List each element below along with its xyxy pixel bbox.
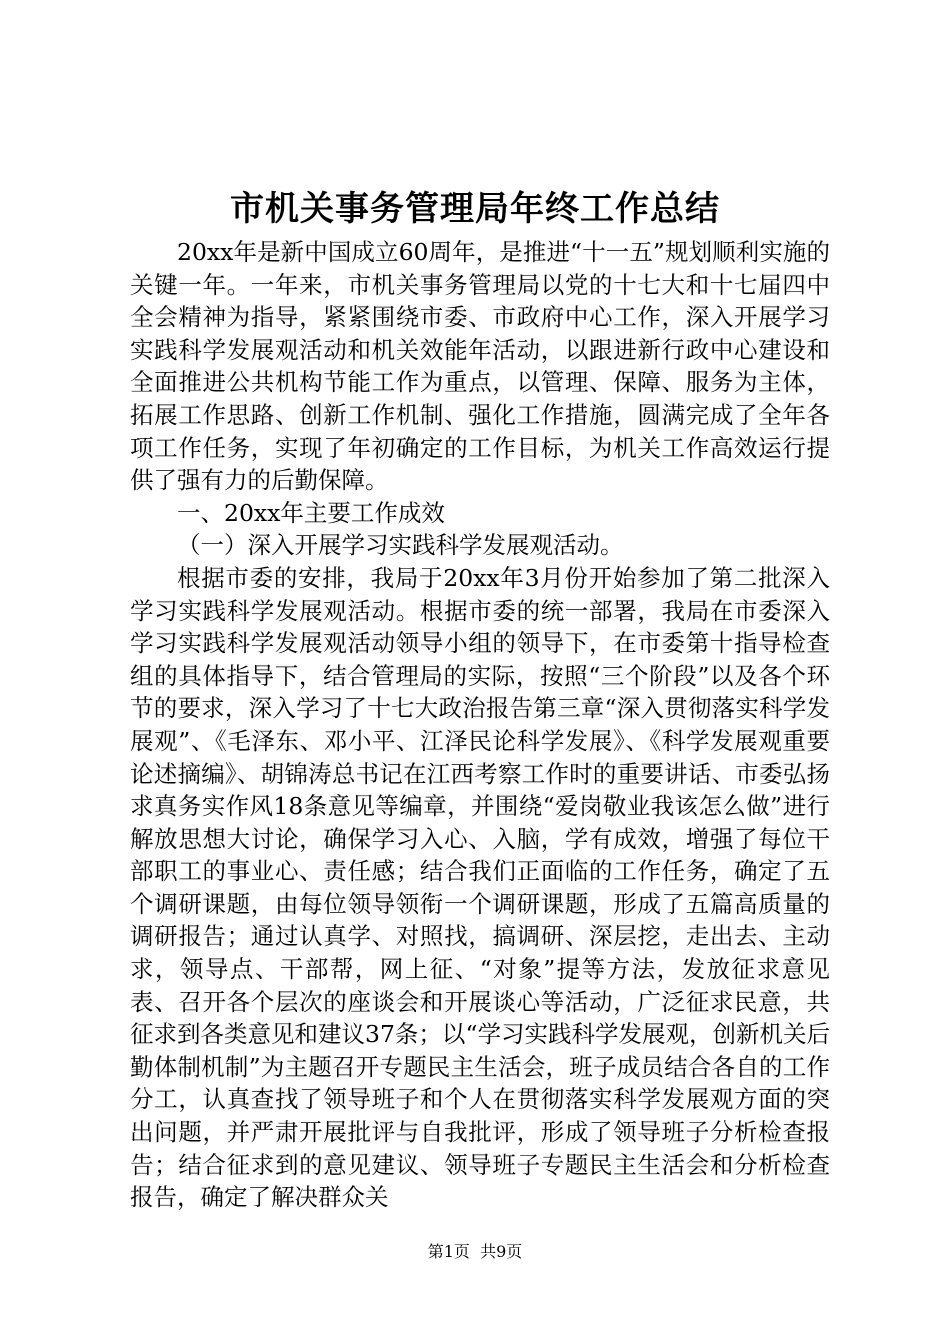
page-footer xyxy=(0,1241,950,1263)
section-heading: 一、20xx年主要工作成效 xyxy=(177,498,445,527)
page-number-label: 第1页 共9页 xyxy=(427,1242,523,1261)
body-paragraph: 根据市委的安排，我局于20xx年3月份开始参加了第二批深入学习实践科学发展观活动。根据市委的统一部署，我局在市委深入学习实践科学发展观活动领导小组的领导下，在市委第十指导检查组的具体指导下，结合管理局的实际，按照“三个阶段”以及各个环节的要求，深入学习了十七大政治报告第三章“深入贯彻落实科学发展观”、《毛泽东、邓小平、江泽民论科学发展》、《科学发展观重要论述摘编》、胡锦涛总书记在江西考察工作时的重要讲话、市委弘扬求真务实作风18条意见等编章，并围绕“爱岗敬业我该怎么做”进行解放思想大讨论，确保学习入心、入脑，学有成效，增强了每位干部职工的事业心、责任感；结合我们正面临的工作任务，确定了五个调研课题，由每位领导领衔一个调研课题，形成了五篇高质量的调研报告；通过认真学、对照找，搞调研、深层挖，走出去、主动求，领导点、干部帮，网上征、“对象”提等方法，发放征求意见表、召开各个层次的座谈会和开展谈心等活动，广泛征求民意，共征求到各类意见和建议37条；以“学习实践科学发展观，创新机关后勤体制机制”为主题召开专题民主生活会，班子成员结合各自的工作分工，认真查找了领导班子和个人在贯彻落实科学发展观方面的突出问题，并严肃开展批评与自我批评，形成了领导班子分析检查报告；结合征求到的意见建议、领导班子专题民主生活会和分析检查报告，确定了解决群众关 xyxy=(130,563,830,1212)
subsection-heading: （一）深入开展学习实践科学发展观活动。 xyxy=(177,531,624,560)
document-body xyxy=(130,236,830,1214)
document-title: 市机关事务管理局年终工作总结 xyxy=(230,189,720,229)
intro-paragraph: 20xx年是新中国成立60周年，是推进“十一五”规划顺利实施的关键一年。一年来，市机关事务管理局以党的十七大和十七届四中全会精神为指导，紧紧围绕市委、市政府中心工作，深入开展学习实践科学发展观活动和机关效能年活动，以跟进新行政中心建设和全面推进公共机构节能工作为重点，以管理、保障、服务为主体，拓展工作思路、创新工作机制、强化工作措施，圆满完成了全年各项工作任务，实现了年初确定的工作目标，为机关工作高效运行提供了强有力的后勤保障。 xyxy=(130,238,830,495)
